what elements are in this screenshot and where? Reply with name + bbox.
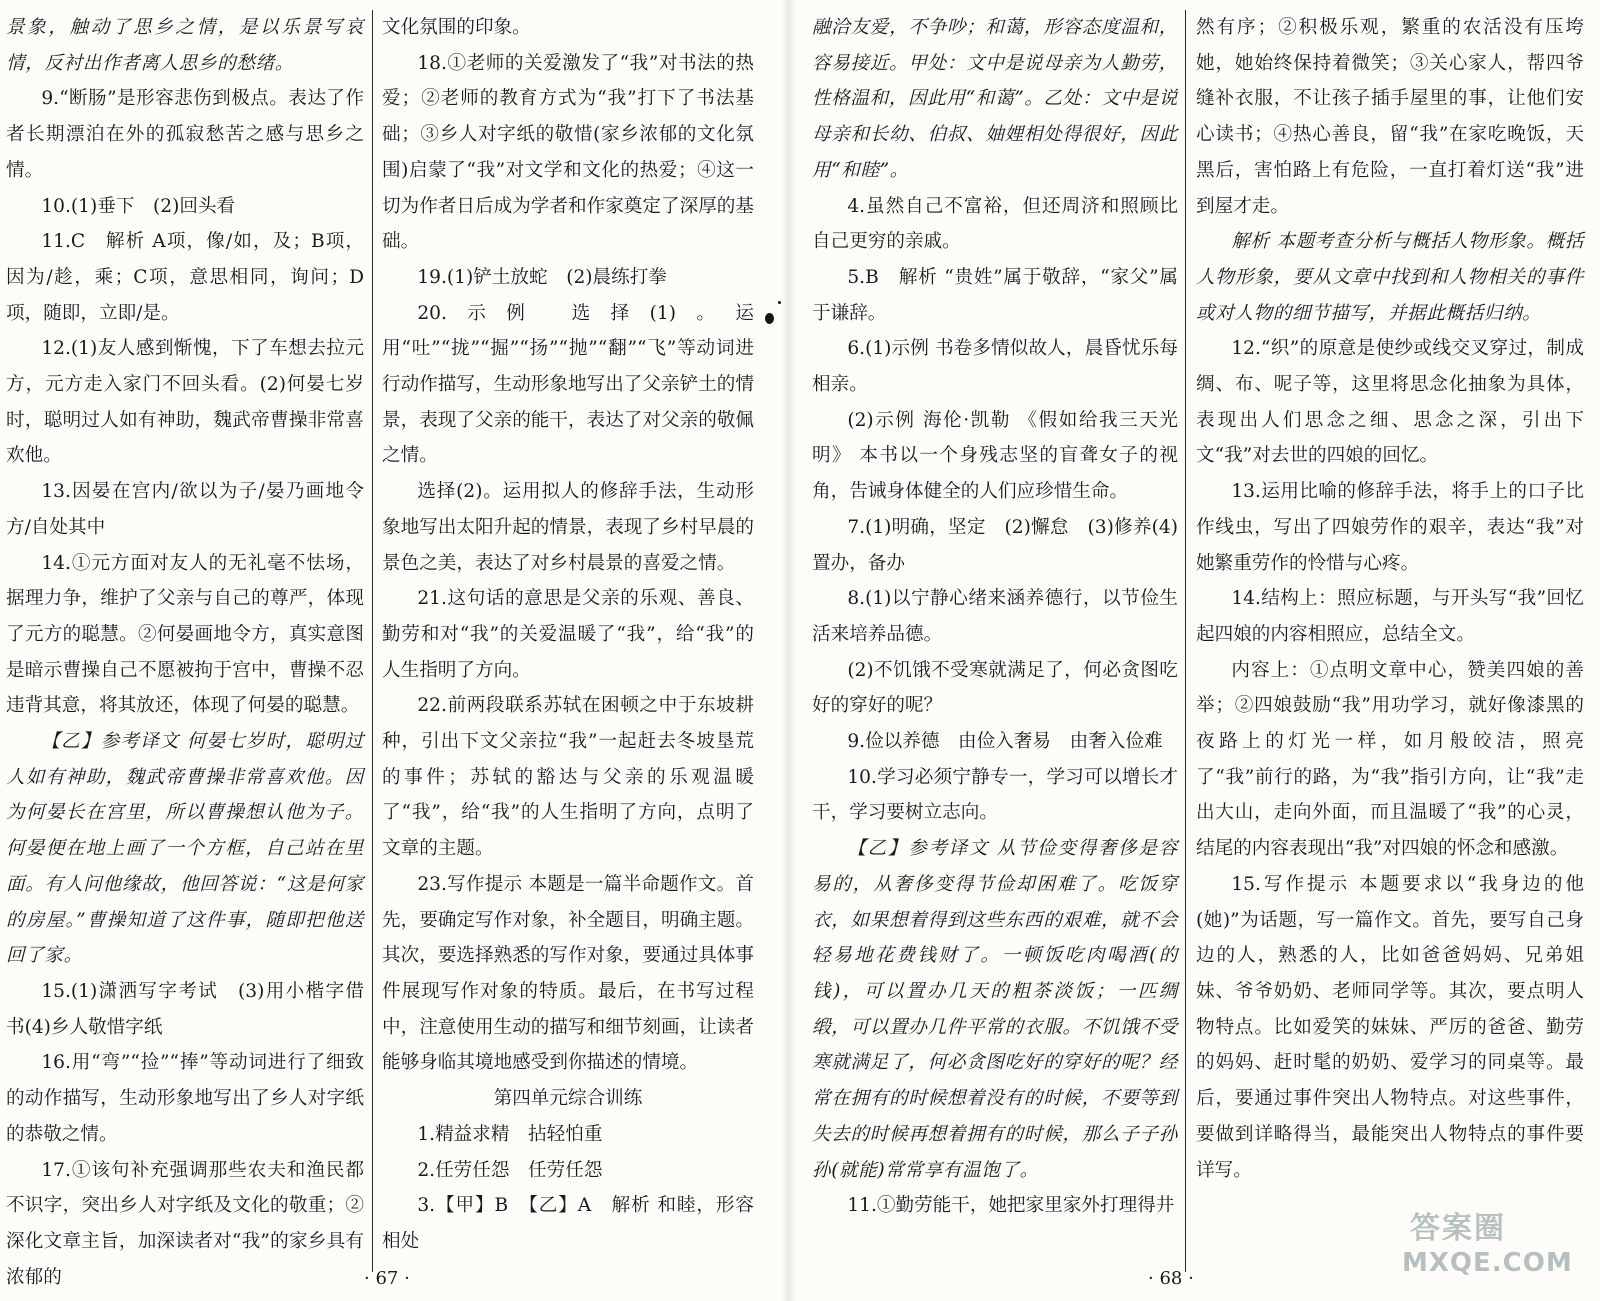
answer-paragraph: 21.这句话的意思是父亲的乐观、善良、勤劳和对“我”的关爱温暖了“我”，给“我”的人生指明了方向。 — [382, 588, 754, 681]
answer-paragraph: 15.写作提示 本题要求以“我身边的他(她)”为话题，写一篇作文。首先，要写自己身边的人，熟悉的人，比如爸爸妈妈、兄弟姐妹、爷爷奶奶、老师同学等。其次，要点明人物特点。比如爱笑的妹妹、严厉的爸爸、勤劳的妈妈、赶时髦的奶奶、爱学习的同桌等。最后，要通过事件突出人物特点。对这些事件，要做到详略得当，最能突出人物特点的事件要详写。 — [1196, 873, 1584, 1181]
answer-paragraph: 20.示例 选择(1)。运用“吐”“拢”“掘”“扬”“抛”“翻”“飞”等动词进行动作描写，生动形象地写出了父亲铲土的情景，表现了父亲的能干，表达了对父亲的敬佩之情。 — [382, 302, 754, 467]
watermark-bottom-text: MXQE.COM — [1402, 1248, 1573, 1278]
page-68-left-column — [812, 10, 1178, 1272]
answer-paragraph: 17.①该句补充强调那些农夫和渔民都不识字，突出乡人对字纸及文化的敬重；②深化文章主旨，加深读者对“我”的家乡具有浓郁的 — [6, 1159, 364, 1288]
answer-paragraph: 9.俭以养德 由俭入奢易 由奢入俭难 — [847, 731, 1163, 753]
answer-paragraph: 10.学习必须宁静专一，学习可以增长才干，学习要树立志向。 — [812, 766, 1178, 824]
answer-paragraph: 【乙】参考译文 从节俭变得奢侈是容易的，从奢侈变得节俭却困难了。吃饭穿衣，如果想着得到这些东西的艰难，就不会轻易地花费钱财了。一顿饭吃肉喝酒(的钱)，可以置办几天的粗茶淡饭；一匹绸缎，可以置办几件平常的衣服。不饥饿不受寒就满足了，何必贪图吃好的穿好的呢？经常在拥有的时候想着没有的时候，不要等到失去的时候再想着拥有的时候，那么子子孙孙(就能)常常享有温饱了。 — [812, 838, 1178, 1181]
answer-paragraph: 然有序；②积极乐观，繁重的农活没有压垮她，她始终保持着微笑；③关心家人，帮四爷缝补衣服，不让孩子插手屋里的事，让他们安心读书；④热心善良，留“我”在家吃晚饭，天黑后，害怕路上有危险，一直打着灯送“我”进到屋才走。 — [1196, 17, 1584, 217]
answer-paragraph: 11.C 解析 A项，像/如，及；B项，因为/趁，乘；C项，意思相同，询问；D项，随即，立即/是。 — [6, 231, 364, 324]
answer-paragraph: 12.(1)友人感到惭愧，下了车想去拉元方，元方走入家门不回头看。(2)何晏七岁时，聪明过人如有神助，魏武帝曹操非常喜欢他。 — [6, 338, 364, 467]
answer-paragraph: 16.用“弯”“捡”“捧”等动词进行了细致的动作描写，生动形象地写出了乡人对字纸的恭敬之情。 — [6, 1052, 364, 1145]
ink-blot — [765, 313, 774, 324]
page-68-right-column — [1196, 10, 1584, 1272]
answer-paragraph: (2)示例 海伦·凯勒 《假如给我三天光明》 本书以一个身残志坚的盲聋女子的视角，告诫身体健全的人们应珍惜生命。 — [812, 409, 1178, 503]
answer-paragraph: 【乙】参考译文 何晏七岁时，聪明过人如有神助，魏武帝曹操非常喜欢他。因为何晏长在宫里，所以曹操想认他为子。何晏便在地上画了一个方框，自己站在里面。有人问他缘故，他回答说：“这是何家的房屋。”曹操知道了这件事，随即把他送回了家。 — [6, 731, 364, 967]
answer-paragraph: 19.(1)铲土放蛇 (2)晨练打拳 — [417, 266, 667, 288]
answer-paragraph: 内容上：①点明文章中心，赞美四娘的善举；②四娘鼓励“我”用功学习，就好像漆黑的夜路上的灯光一样，如月般皎洁，照亮了“我”前行的路，为“我”指引方向，让“我”走出大山，走向外面，而且温暖了“我”的心灵，结尾的内容表现出“我”对四娘的怀念和感激。 — [1196, 659, 1584, 860]
page-number-68: · 68 · — [1148, 1268, 1194, 1289]
answer-paragraph: 18.①老师的关爱激发了“我”对书法的热爱；②老师的教育方式为“我”打下了书法基础；③乡人对字纸的敬惜(家乡浓郁的文化氛围)启蒙了“我”对文学和文化的热爱；④这一切为作者日后成为学者和作家奠定了深厚的基础。 — [382, 52, 754, 253]
answer-paragraph: 7.(1)明确，坚定 (2)懈怠 (3)修养(4)置办，备办 — [812, 516, 1178, 574]
answer-paragraph: 23.写作提示 本题是一篇半命题作文。首先，要确定写作对象，补全题目，明确主题。其次，要选择熟悉的写作对象，要通过具体事件展现写作对象的特质。最后，在书写过程中，注意使用生动的描写和细节刻画，让读者能够身临其境地感受到你描述的情境。 — [382, 873, 754, 1074]
answer-paragraph: 10.(1)垂下 (2)回头看 — [41, 195, 236, 217]
page-number-67: · 67 · — [364, 1268, 410, 1289]
answer-paragraph: 5.B 解析 “贵姓”属于敬辞，“家父”属于谦辞。 — [812, 266, 1178, 324]
answer-paragraph: 选择(2)。运用拟人的修辞手法，生动形象地写出太阳升起的情景，表现了乡村早晨的景色之美，表达了对乡村晨景的喜爱之情。 — [382, 481, 754, 574]
answer-paragraph: 11.①勤劳能干，她把家里家外打理得井 — [847, 1195, 1175, 1217]
column-divider-right-page — [1185, 10, 1186, 1272]
answer-paragraph: 景象，触动了思乡之情，是以乐景写哀情，反衬出作者离人思乡的愁绪。 — [6, 17, 364, 74]
answer-paragraph: (2)不饥饿不受寒就满足了，何必贪图吃好的穿好的呢？ — [812, 659, 1178, 717]
answer-paragraph: 13.运用比喻的修辞手法，将手上的口子比作线虫，写出了四娘劳作的艰辛，表达“我”对她繁重劳作的怜惜与心疼。 — [1196, 481, 1584, 574]
answer-paragraph: 22.前两段联系苏轼在困顿之中于东坡耕种，引出下文父亲拉“我”一起赶去冬坡垦荒的事件；苏轼的豁达与父亲的乐观温暖了“我”，给“我”的人生指明了方向，点明了文章的主题。 — [382, 695, 754, 860]
answer-paragraph: 8.(1)以宁静心绪来涵养德行，以节俭生活来培养品德。 — [812, 588, 1178, 645]
watermark-top-text: 答案圈 — [1410, 1211, 1506, 1246]
ink-speck — [778, 301, 781, 304]
answer-paragraph: 4.虽然自己不富裕，但还周济和照顾比自己更穷的亲戚。 — [812, 195, 1178, 253]
answer-paragraph: 15.(1)潇洒写字考试 (3)用小楷字借书(4)乡人敬惜字纸 — [6, 980, 364, 1038]
answer-paragraph: 3.【甲】B 【乙】A 解析 和睦，形容相处 — [382, 1195, 754, 1252]
answer-paragraph: 14.①元方面对友人的无礼毫不怯场，据理力争，维护了父亲与自己的尊严，体现了元方的聪慧。②何晏画地令方，真实意图是暗示曹操自己不愿被拘于宫中，曹操不忍违背其意，将其放还，体现了何晏的聪慧。 — [6, 552, 364, 717]
answer-paragraph: 第四单元综合训练 — [493, 1088, 643, 1110]
answer-paragraph: 文化氛围的印象。 — [382, 17, 531, 38]
answer-paragraph: 1.精益求精 拈轻怕重 — [417, 1123, 603, 1145]
answer-paragraph: 14.结构上：照应标题，与开头写“我”回忆起四娘的内容相照应，总结全文。 — [1196, 588, 1584, 645]
answer-paragraph: 13.因晏在宫内/欲以为子/晏乃画地令方/自处其中 — [6, 481, 364, 538]
book-gutter — [782, 0, 796, 1301]
answer-paragraph: 6.(1)示例 书卷多情似故人，晨昏忧乐每相亲。 — [812, 338, 1178, 396]
page-67-left-column — [6, 10, 364, 1288]
answer-paragraph: 12.“织”的原意是使纱或线交叉穿过，制成绸、布、呢子等，这里将思念化抽象为具体，表现出人们思念之细、思念之深，引出下文“我”对去世的四娘的回忆。 — [1196, 338, 1584, 467]
answer-paragraph: 2.任劳任怨 任劳任怨 — [417, 1159, 603, 1181]
answer-paragraph: 9.“断肠”是形容悲伤到极点。表达了作者长期漂泊在外的孤寂愁苦之感与思乡之情。 — [6, 88, 364, 181]
column-divider-left-page — [372, 10, 373, 1272]
answer-paragraph: 融洽友爱，不争吵；和蔼，形容态度温和，容易接近。甲处：文中是说母亲为人勤劳，性格温和，因此用“和蔼”。乙处：文中是说母亲和长幼、伯叔、妯娌相处得很好，因此用“和睦”。 — [812, 17, 1178, 181]
answer-paragraph: 解析 本题考查分析与概括人物形象。概括人物形象，要从文章中找到和人物相关的事件或对人物的细节描写，并据此概括归纳。 — [1196, 231, 1584, 324]
page-67-right-column — [382, 10, 754, 1272]
